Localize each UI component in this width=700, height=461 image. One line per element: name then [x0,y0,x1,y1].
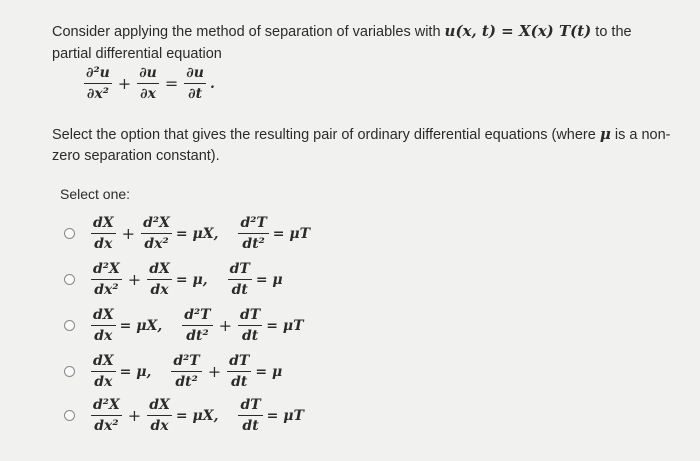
mu-symbol: μ [599,125,611,143]
pde-term-uxx: $\frac{\text{∂²u}}{\text{∂x²}}$ [86,65,110,102]
question-instruction: Select the option that gives the resulting pair of ordinary differential equations (where μ is a non-zero separation constant). [52,125,671,164]
answer-option-b[interactable]: $\frac{\text{d²X}}{\text{dx²}}$ + $\frac{dX}{dx}$ = μ, $\frac{dT}{dt}$ = μ [64,260,285,299]
pde-term-ut: $\frac{\partial u}{\partial t}$ [186,65,204,102]
answer-option-a[interactable]: $\frac{dX}{dx}$ + $\frac{\text{d²X}}{\text{dx²}}$ = μX, $\frac{\text{d²T}}{\text{dt²}}$ = μT [64,214,312,253]
separation-ansatz: u(x, t) = X(x) T(t) [444,22,592,40]
radio-button-a[interactable] [64,228,75,239]
radio-button-c[interactable] [64,320,75,331]
radio-button-d[interactable] [64,366,75,377]
answer-option-e[interactable]: $\frac{\text{d²X}}{\text{dx²}}$ + $\frac{dX}{dx}$ = μX, $\frac{dT}{dt}$ = μT [64,396,306,435]
pde-equation: $\frac{\text{∂²u}}{\text{∂x²}}$ + $\frac{\partial u}{\partial x}$ = $\frac{\partial u}{\partial t}$ . [86,65,215,102]
answer-option-d[interactable]: $\frac{dX}{dx}$ = μ, $\frac{\text{d²T}}{\text{dt²}}$ + $\frac{dT}{dt}$ = μ [64,352,284,391]
intro-text: Consider applying the method of separation of variables with [52,24,445,40]
radio-button-e[interactable] [64,410,75,421]
answer-option-c[interactable]: $\frac{dX}{dx}$ = μX, $\frac{\text{d²T}}{\text{dt²}}$ + $\frac{dT}{dt}$ = μT [64,306,306,345]
intro-text-end: to the partial differential equation [52,24,632,62]
select-one-label: Select one: [60,186,131,202]
question-intro [52,20,672,65]
pde-term-ux: $\frac{\partial u}{\partial x}$ [139,65,157,102]
radio-button-b[interactable] [64,274,75,285]
